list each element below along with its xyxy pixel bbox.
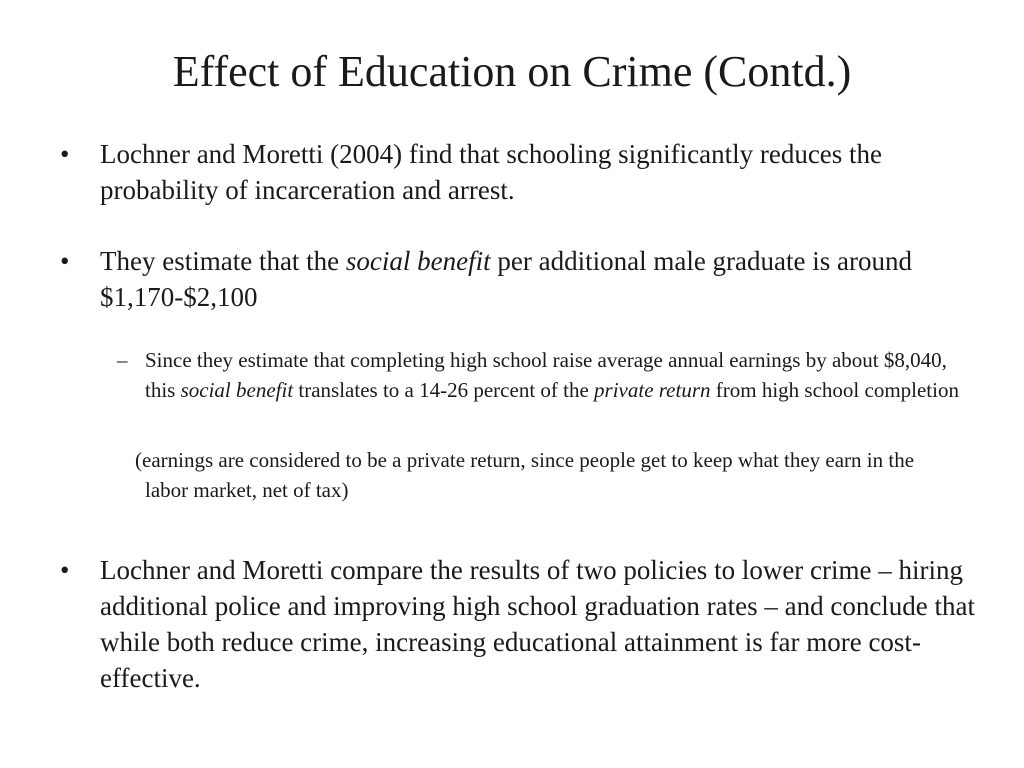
bullet-schooling-incarceration	[60, 136, 910, 208]
bullet-emphasis: social benefit	[345, 246, 491, 276]
bullet-text: Lochner and Moretti (2004) find that schooling significantly reduces the probability of incarceration and arrest.	[100, 139, 883, 205]
sub-emphasis-social-benefit: social benefit	[180, 378, 294, 402]
bullet-text-post: per additional male graduate is around $1,170-$2,100	[100, 246, 912, 312]
sub-text-pre: Since they estimate that completing high school raise average annual earnings by about $8,040, this	[145, 348, 947, 402]
slide-title: Effect of Education on Crime (Contd.)	[172, 47, 852, 96]
sub-text-post: from high school completion	[710, 378, 959, 402]
bullet-text: Lochner and Moretti compare the results of two policies to lower crime – hiring additional police and improving high school graduation rates – and conclude that while both reduce crime, increasing educational attainment is far more cost-effective.	[100, 555, 976, 693]
sub-text-mid: translates to a 14-26 percent of the	[293, 378, 595, 402]
bullet-text-pre: They estimate that the	[100, 246, 346, 276]
note-earnings-private-return	[135, 445, 945, 505]
bullet-marker: •	[60, 555, 70, 585]
bullet-marker: •	[60, 246, 70, 276]
note-text: (earnings are considered to be a private return, since people get to keep what they earn in the labor market, net of tax)	[135, 448, 915, 502]
sub-emphasis-private-return: private return	[594, 378, 711, 402]
bullet-marker: •	[60, 139, 70, 169]
bullet-social-benefit	[60, 243, 980, 315]
bullet-policy-comparison	[60, 552, 990, 696]
sub-bullet-private-return	[117, 345, 975, 405]
sub-bullet-marker: –	[117, 348, 128, 372]
